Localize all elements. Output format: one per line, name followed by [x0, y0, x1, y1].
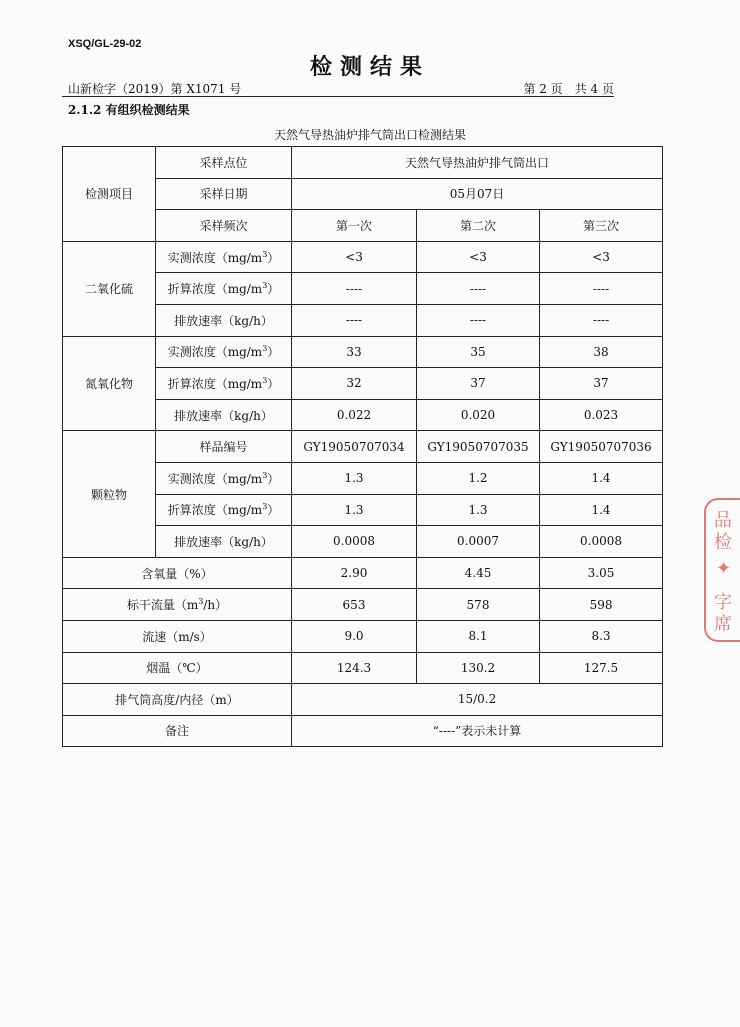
table-row: [63, 147, 663, 179]
value-cell: 0.022: [292, 399, 417, 431]
stamp-text-bottom: 字: [714, 592, 732, 613]
value-cell: 0.0007: [417, 526, 540, 558]
value-cell: 124.3: [292, 652, 417, 684]
table-row: [63, 336, 663, 368]
param-label: 折算浓度$(mg/m^3)$: [156, 273, 292, 305]
table-row: [63, 620, 663, 652]
section-heading: 2.1.2 有组织检测结果: [68, 103, 190, 117]
table-caption: 天然气导热油炉排气筒出口检测结果: [273, 128, 466, 142]
param-label: 排放速率（kg/h）: [156, 526, 292, 558]
param-label: 折算浓度$(mg/m^3)$: [156, 494, 292, 526]
table-row: [63, 589, 663, 621]
value-cell: 1.4: [540, 494, 663, 526]
value-cell: <3: [540, 241, 663, 273]
value-cell: 3.05: [540, 557, 663, 589]
value-cell: 4.45: [417, 557, 540, 589]
value-cell: 37: [417, 368, 540, 400]
pollutant-name: 颗粒物: [63, 431, 156, 557]
item-header: 检测项目: [63, 147, 156, 242]
param-label: 排放速率（kg/h）: [156, 399, 292, 431]
stamp-text-top: 品: [714, 510, 732, 531]
table-row: [63, 652, 663, 684]
value-cell: 598: [540, 589, 663, 621]
value-cell: 1.3: [417, 494, 540, 526]
value-cell: ----: [292, 304, 417, 336]
pollutant-name: 氮氧化物: [63, 336, 156, 431]
value-cell: 127.5: [540, 652, 663, 684]
report-number: 山新检字（2019）第 X1071 号: [68, 82, 242, 96]
value-cell: 15/0.2: [292, 684, 663, 716]
param-label: 含氧量（%）: [63, 557, 292, 589]
value-cell: 1.3: [292, 494, 417, 526]
value-cell: 578: [417, 589, 540, 621]
param-label: 烟温（℃）: [63, 652, 292, 684]
date-label: 采样日期: [156, 178, 292, 210]
value-cell: ----: [540, 304, 663, 336]
param-label: 排气筒高度/内径（m）: [63, 684, 292, 716]
site-label: 采样点位: [156, 147, 292, 179]
param-label: 排放速率（kg/h）: [156, 304, 292, 336]
value-cell: 8.3: [540, 620, 663, 652]
value-cell: <3: [292, 241, 417, 273]
value-cell: 33: [292, 336, 417, 368]
value-cell: 32: [292, 368, 417, 400]
value-cell: 1.3: [292, 462, 417, 494]
page-indicator: 第 2 页 共 4 页: [523, 82, 614, 96]
value-cell: 38: [540, 336, 663, 368]
value-cell: 37: [540, 368, 663, 400]
header-divider: [62, 96, 614, 97]
value-cell: GY19050707034: [292, 431, 417, 463]
value-cell: GY19050707036: [540, 431, 663, 463]
value-cell: 0.023: [540, 399, 663, 431]
table-row: [63, 431, 663, 463]
value-cell: ----: [417, 304, 540, 336]
remark-label: 备注: [63, 715, 292, 747]
page-title: 检测结果: [309, 54, 430, 80]
param-label: 实测浓度$(mg/m^3)$: [156, 336, 292, 368]
freq-label: 采样频次: [156, 210, 292, 242]
param-label: 标干流量$(m^3/h)$: [63, 589, 292, 621]
star-icon: ✦: [716, 558, 732, 579]
table-row: [63, 241, 663, 273]
value-cell: 1.4: [540, 462, 663, 494]
document-code: XSQ/GL-29-02: [68, 38, 142, 50]
table-row: [63, 715, 663, 747]
results-table: [62, 146, 663, 747]
param-label: 实测浓度$(mg/m^3)$: [156, 241, 292, 273]
value-cell: 35: [417, 336, 540, 368]
param-label: 流速（m/s）: [63, 620, 292, 652]
site-value: 天然气导热油炉排气筒出口: [292, 147, 663, 179]
value-cell: 130.2: [417, 652, 540, 684]
value-cell: 1.2: [417, 462, 540, 494]
remark-value: “----”表示未计算: [292, 715, 663, 747]
run-header: 第一次: [292, 210, 417, 242]
value-cell: ----: [292, 273, 417, 305]
date-value: 05月07日: [292, 178, 663, 210]
value-cell: 2.90: [292, 557, 417, 589]
stamp-text-top: 检: [714, 532, 732, 553]
value-cell: 0.0008: [540, 526, 663, 558]
pollutant-name: 二氧化硫: [63, 241, 156, 336]
table-row: [63, 557, 663, 589]
param-label: 折算浓度$(mg/m^3)$: [156, 368, 292, 400]
seal-stamp: [704, 498, 740, 642]
value-cell: 8.1: [417, 620, 540, 652]
stamp-text-bottom: 席: [714, 614, 732, 635]
run-header: 第三次: [540, 210, 663, 242]
value-cell: GY19050707035: [417, 431, 540, 463]
value-cell: ----: [417, 273, 540, 305]
param-label: 实测浓度$(mg/m^3)$: [156, 462, 292, 494]
value-cell: 653: [292, 589, 417, 621]
value-cell: 9.0: [292, 620, 417, 652]
value-cell: ----: [540, 273, 663, 305]
value-cell: 0.020: [417, 399, 540, 431]
value-cell: 0.0008: [292, 526, 417, 558]
table-row: [63, 684, 663, 716]
value-cell: <3: [417, 241, 540, 273]
param-label: 样品编号: [156, 431, 292, 463]
run-header: 第二次: [417, 210, 540, 242]
